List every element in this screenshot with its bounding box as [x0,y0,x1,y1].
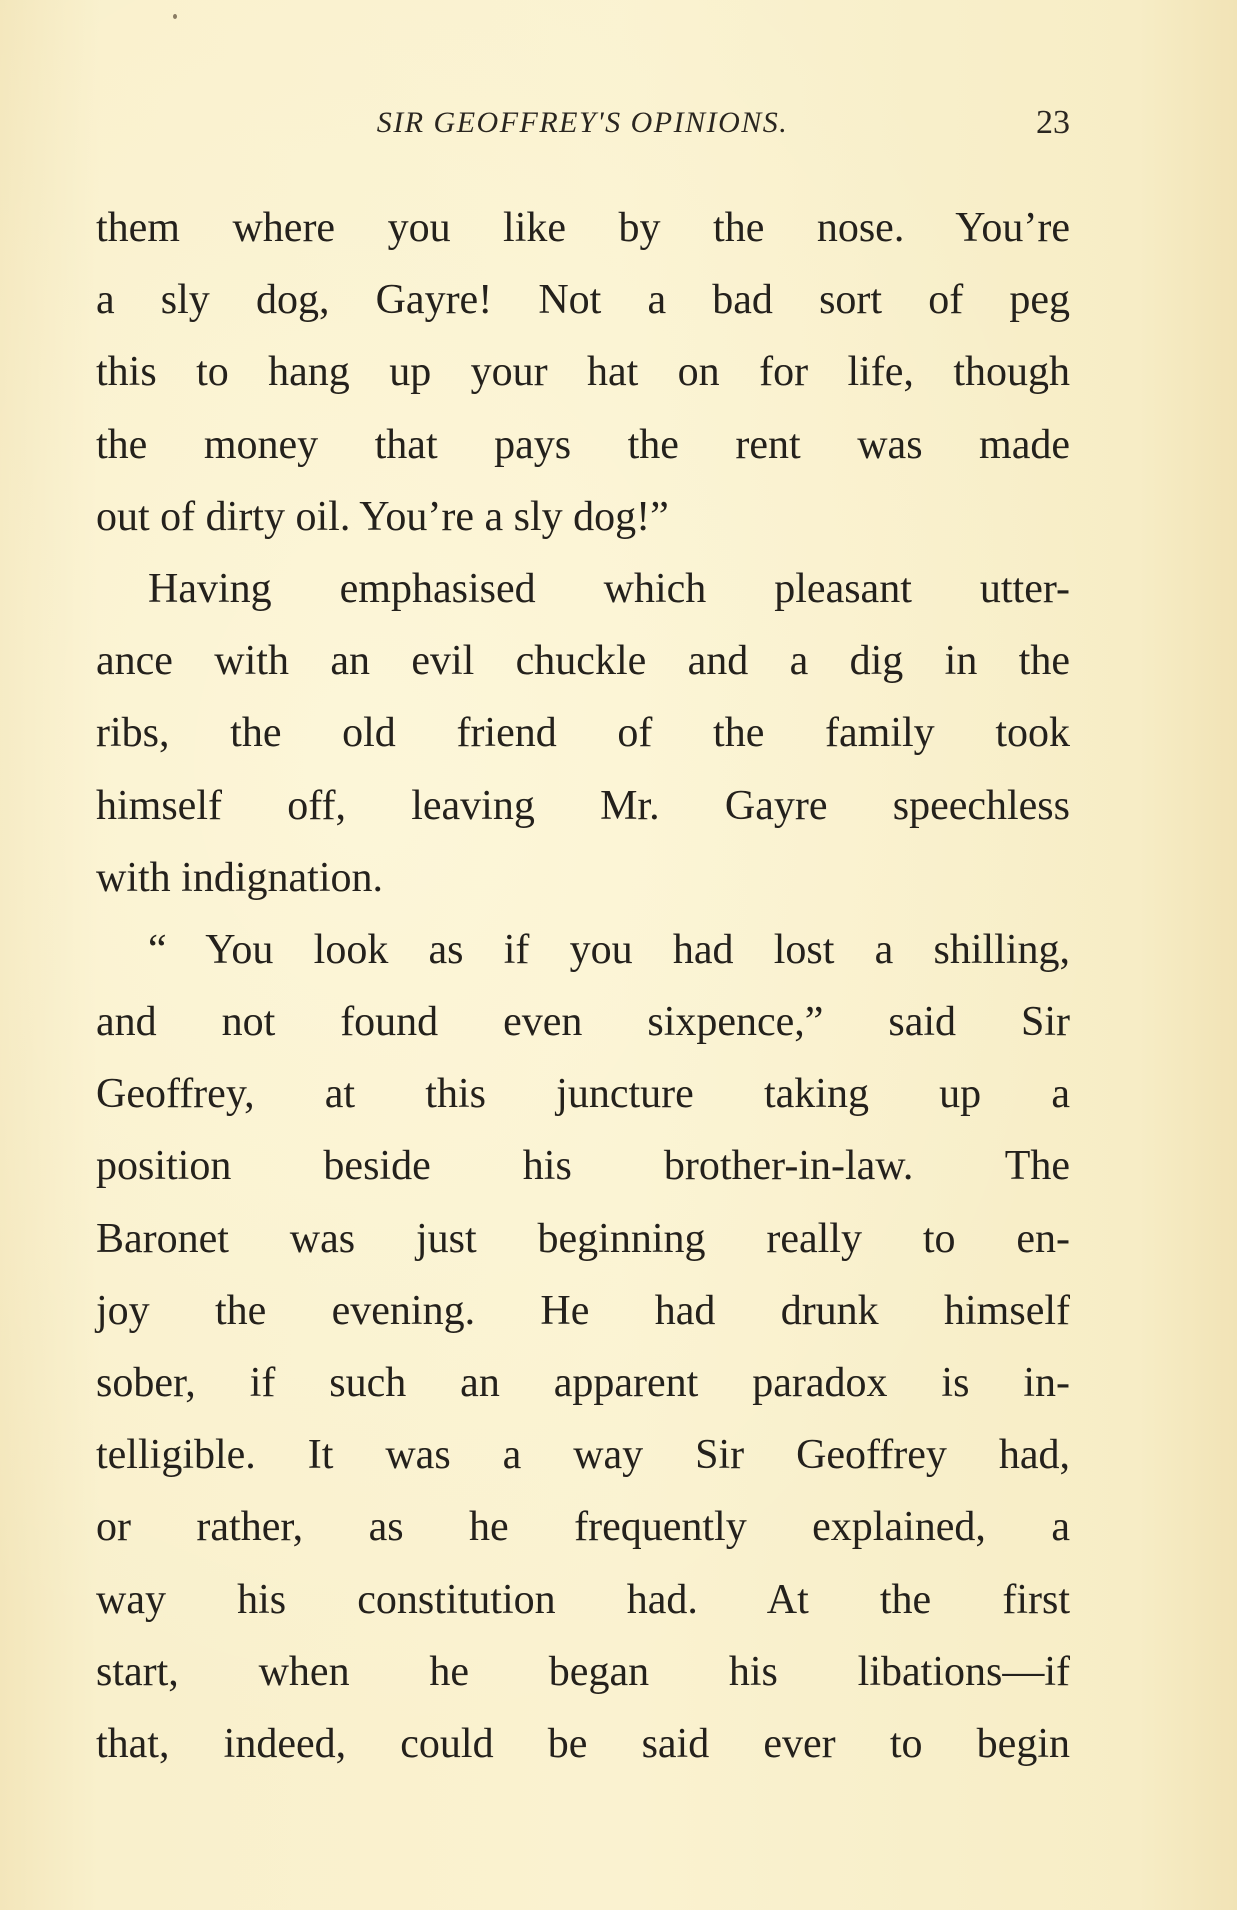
text-line: start, when he began his libations—if [96,1648,1070,1695]
text-line: himself off, leaving Mr. Gayre speechless [96,782,1070,829]
text-line: out of dirty oil. You’re a sly dog!” [96,493,669,540]
text-line: and not found even sixpence,” said Sir [96,999,1070,1046]
body-text [96,192,1070,1780]
text-line: with indignation. [96,854,383,901]
running-title: SIR GEOFFREY'S OPINIONS. [376,106,789,139]
text-line: a sly dog, Gayre! Not a bad sort of peg [96,277,1070,324]
text-line: that, indeed, could be said ever to begin [96,1720,1070,1767]
ink-speck [173,14,177,19]
text-line: sober, if such an apparent paradox is in- [96,1360,1070,1406]
text-line: ribs, the old friend of the family took [96,710,1070,757]
text-line: or rather, as he frequently explained, a [96,1504,1070,1551]
text-line: position beside his brother-in-law. The [96,1143,1070,1190]
text-line: telligible. It was a way Sir Geoffrey had, [96,1432,1070,1479]
text-line: the money that pays the rent was made [96,421,1070,468]
text-line: Baronet was just beginning really to en- [96,1215,1070,1262]
text-line: them where you like by the nose. You’re [96,205,1070,251]
page-number: 23 [1036,104,1070,141]
text-line: Geoffrey, at this juncture taking up a [96,1071,1070,1118]
text-line: way his constitution had. At the first [96,1576,1070,1623]
text-line: this to hang up your hat on for life, though [96,349,1070,396]
text-line: joy the evening. He had drunk himself [96,1287,1070,1334]
text-line: ance with an evil chuckle and a dig in the [96,638,1070,685]
text-line: Having emphasised which pleasant utter- [148,565,1070,612]
running-head [95,102,1070,152]
text-line: “ You look as if you had lost a shilling, [148,926,1070,973]
